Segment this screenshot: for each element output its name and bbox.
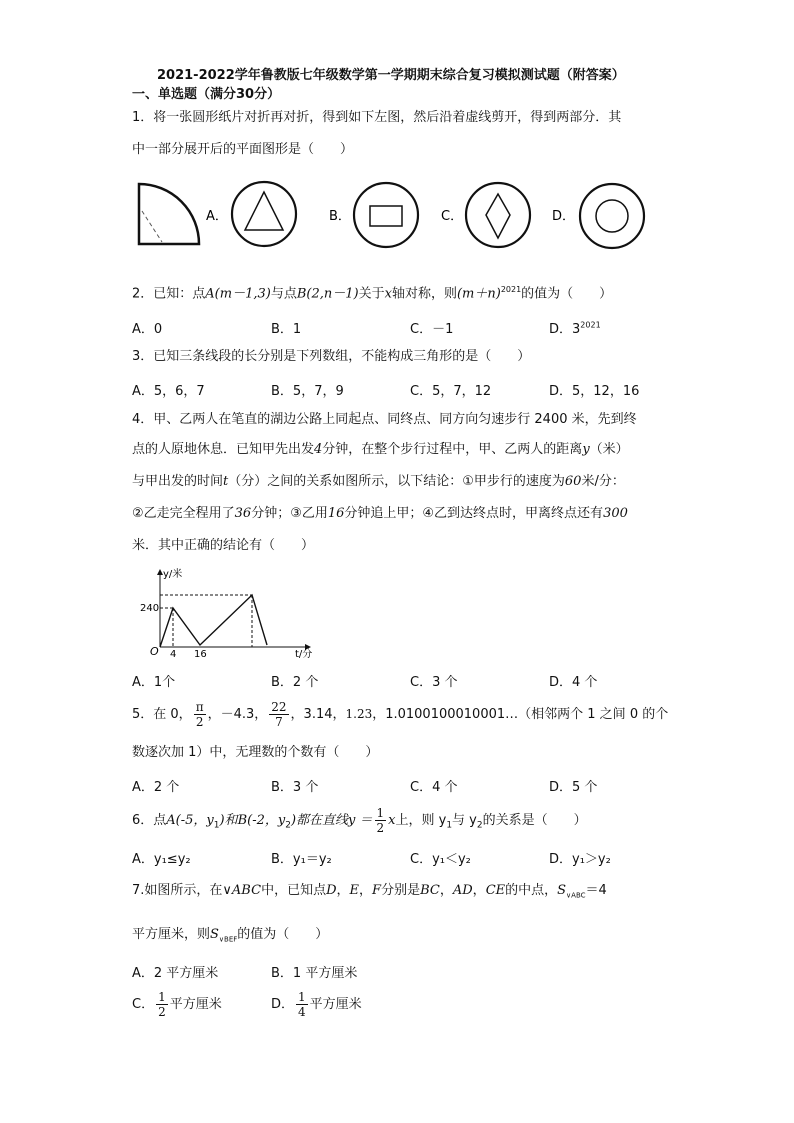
q6-option-d[interactable]: D．y₁＞y₂ — [549, 852, 611, 867]
q6-option-b[interactable]: B．y₁＝y₂ — [271, 852, 332, 867]
x-tick-16: 16 — [194, 649, 207, 660]
option-d-concentric-circles[interactable] — [580, 184, 644, 248]
q2-option-c[interactable]: C．－1 — [410, 322, 454, 337]
q3-option-c[interactable]: C．5，7，12 — [410, 384, 492, 399]
q3-option-d[interactable]: D．5，12，16 — [549, 384, 640, 399]
q1-option-c-label: C． — [441, 209, 464, 224]
q4-option-d[interactable]: D．4 个 — [549, 675, 598, 690]
q2-option-b[interactable]: B．1 — [271, 322, 302, 337]
q3-option-a[interactable]: A．5，6，7 — [132, 384, 205, 399]
q1-option-d-label: D． — [552, 209, 576, 224]
q4-line1: 4．甲、乙两人在笔直的湖边公路上同起点、同终点、同方向匀速步行 2400 米，先到终 — [132, 412, 637, 427]
option-b-circle-rectangle[interactable] — [354, 183, 418, 247]
q7-line1: 7.如图所示，在∨ABC中，已知点D，E，F分别是BC，AD，CE的中点，$S_{\vee ABC}=4$ — [132, 883, 607, 900]
origin-label: O — [150, 645, 159, 658]
x-tick-4: 4 — [170, 649, 177, 660]
x-axis-label: t/分 — [295, 649, 313, 660]
q6-stem: 6．点A(-5，$y_1$)和B(-2，$y_2$)都在直线y ＝ $\frac{1}{2}$ x上，则 $y_1$与 $y_2$的关系是（ ） — [132, 806, 587, 835]
q5-line2: 数逐次加 1）中，无理数的个数有（ ） — [132, 745, 379, 760]
q2-option-d[interactable]: D．$3^{2021}$ — [549, 320, 601, 337]
q4-graph — [135, 565, 320, 660]
q4-line3: 与甲出发的时间t（分）之间的关系如图所示，以下结论：①甲步行的速度为60米/分： — [132, 474, 625, 489]
q6-option-c[interactable]: C．y₁＜y₂ — [410, 852, 471, 867]
distance-graph-line — [160, 595, 267, 647]
q5-option-a[interactable]: A．2 个 — [132, 780, 180, 795]
q4-option-c[interactable]: C．3 个 — [410, 675, 458, 690]
q2-option-a[interactable]: A．0 — [132, 322, 163, 337]
option-c-circle-rhombus[interactable] — [466, 183, 530, 247]
q5-option-d[interactable]: D．5 个 — [549, 780, 598, 795]
q4-option-a[interactable]: A．1个 — [132, 675, 176, 690]
y-tick-240: 240 — [140, 603, 160, 614]
q1-option-a-label: A． — [206, 209, 228, 224]
q7-line2: 平方厘米，则$S_{\vee BEF}$的值为（ ） — [132, 927, 329, 944]
q4-option-b[interactable]: B．2 个 — [271, 675, 319, 690]
q7-option-b[interactable]: B．1 平方厘米 — [271, 966, 358, 981]
q2-stem: 2．已知：点A(m－1,3)与点B(2,n－1)关于x轴对称，则$(m+n)^{2021}$的值为（ ） — [132, 285, 613, 302]
q5-option-b[interactable]: B．3 个 — [271, 780, 319, 795]
q1-figures — [132, 178, 672, 254]
q1-option-b-label: B． — [329, 209, 351, 224]
q7-option-d[interactable]: D． $\frac{1}{4}$ 平方厘米 — [271, 990, 362, 1019]
y-axis-label: y/米 — [163, 569, 183, 580]
section-heading: 一、单选题（满分30分） — [132, 87, 281, 102]
q4-line5: 米．其中正确的结论有（ ） — [132, 538, 315, 553]
q5-line1: 5．在 0， $\frac{\pi}{2}$ ，－4.3， $\frac{22}{7}$ ，3.14，1.23，1.0100100010001…（相邻两个 1 之间 0 的个 — [132, 700, 669, 729]
q4-line2: 点的人原地休息．已知甲先出发4分钟，在整个步行过程中，甲、乙两人的距离y（米） — [132, 442, 629, 457]
q1-line1: 1．将一张圆形纸片对折再对折，得到如下左图，然后沿着虚线剪开，得到两部分．其 — [132, 110, 622, 125]
q3-stem: 3．已知三条线段的长分别是下列数组，不能构成三角形的是（ ） — [132, 349, 531, 364]
page-title: 2021-2022学年鲁教版七年级数学第一学期期末综合复习模拟测试题（附答案） — [157, 68, 625, 83]
q4-line4: ②乙走完全程用了36分钟；③乙用16分钟追上甲；④乙到达终点时，甲离终点还有300 — [132, 506, 628, 521]
q3-option-b[interactable]: B．5，7，9 — [271, 384, 344, 399]
q1-line2: 中一部分展开后的平面图形是（ ） — [132, 142, 354, 157]
q6-option-a[interactable]: A．y₁≤y₂ — [132, 852, 191, 867]
q7-option-c[interactable]: C． $\frac{1}{2}$ 平方厘米 — [132, 990, 222, 1019]
option-a-circle-triangle[interactable] — [232, 182, 296, 246]
q5-option-c[interactable]: C．4 个 — [410, 780, 458, 795]
q7-option-a[interactable]: A．2 平方厘米 — [132, 966, 219, 981]
folded-paper-figure — [139, 184, 199, 244]
